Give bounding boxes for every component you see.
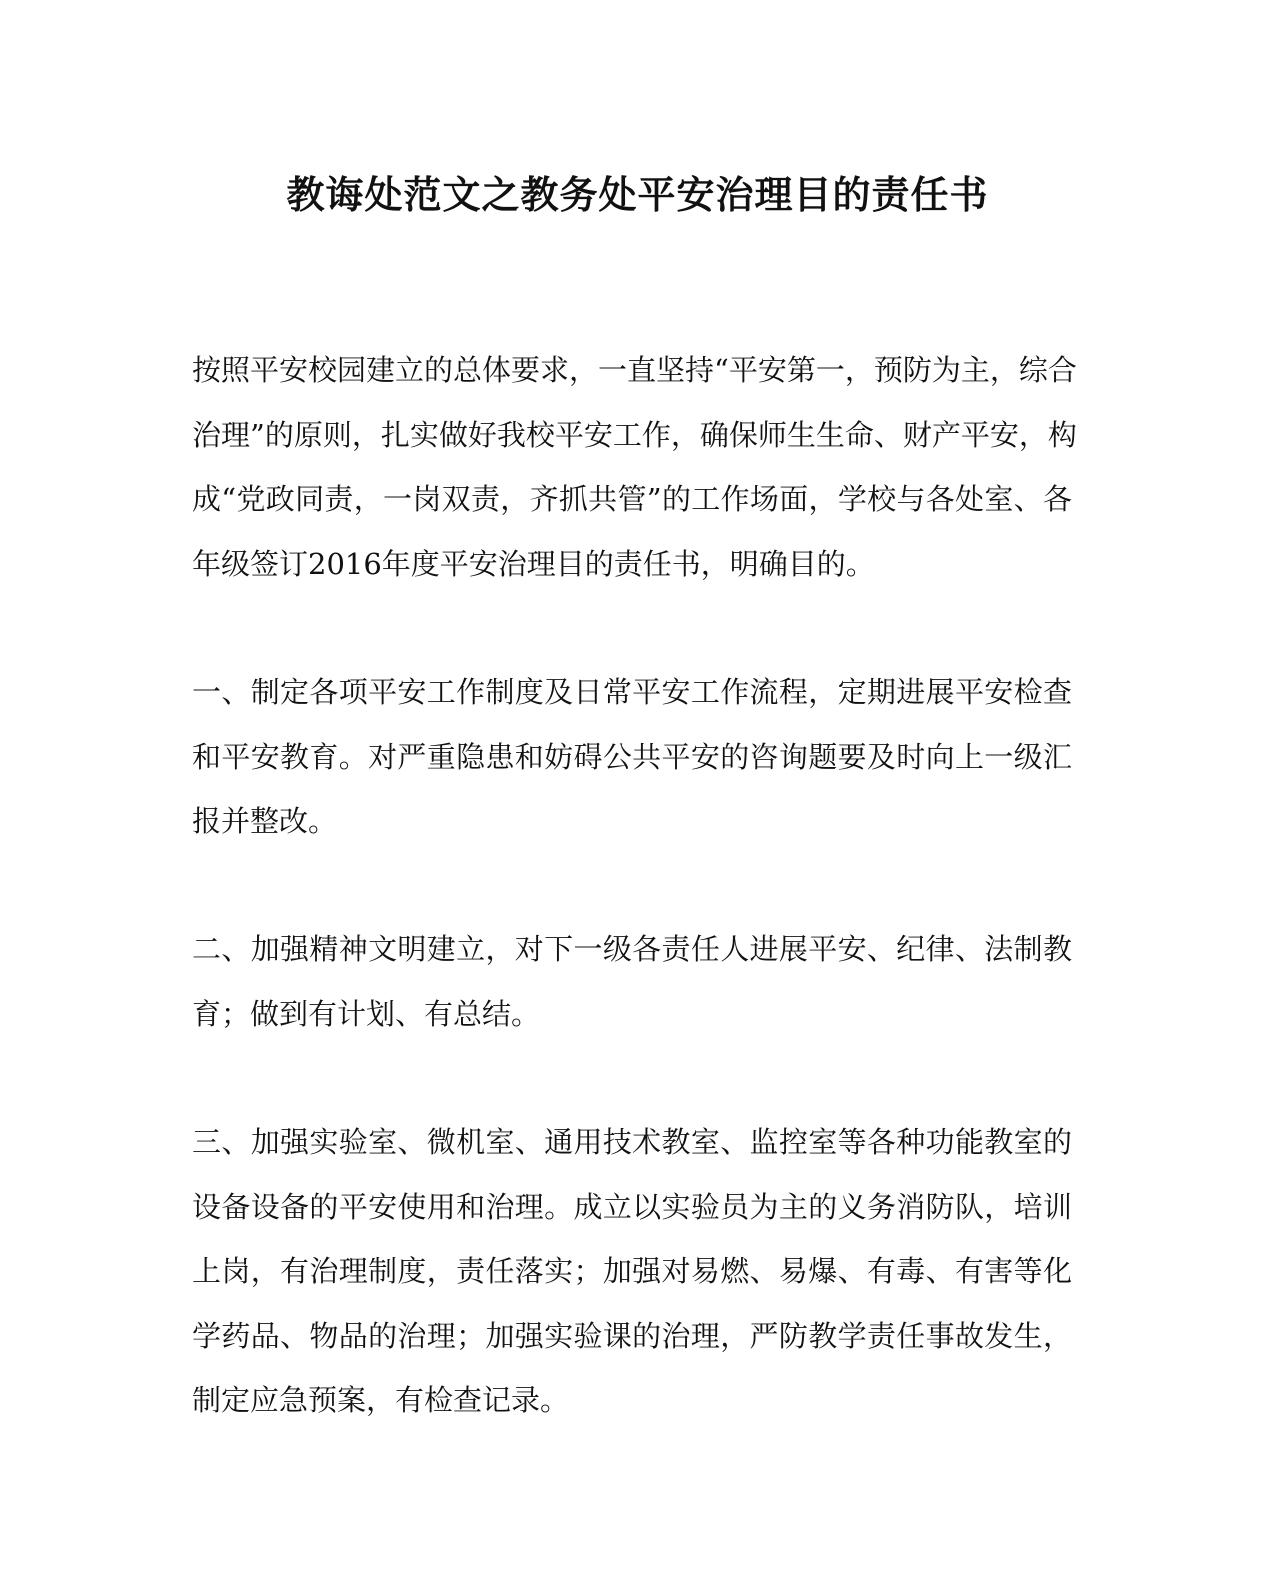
paragraph-line: 三、加强实验室、微机室、通用技术教室、监控室等各种功能教室的	[192, 1125, 1072, 1159]
paragraph-line: 报并整改。	[192, 804, 338, 838]
paragraph-line: 治理”的原则，扎实做好我校平安工作，确保师生生命、财产平安，构	[192, 417, 1077, 452]
paragraph-item-1	[192, 660, 1072, 854]
paragraph-line: 按照平安校园建立的总体要求，一直坚持“平安第一，预防为主，综合	[192, 353, 1077, 387]
paragraph-line: 和平安教育。对严重隐患和妨碍公共平安的咨询题要及时向上一级汇	[192, 739, 1072, 774]
paragraph-line: 成“党政同责，一岗双责，齐抓共管”的工作场面，学校与各处室、各	[192, 482, 1072, 516]
paragraph-line: 学药品、物品的治理；加强实验课的治理，严防教学责任事故发生，	[192, 1318, 1072, 1353]
document-title: 教诲处范文之教务处平安治理目的责任书	[286, 172, 989, 217]
paragraph-intro	[192, 338, 1077, 596]
paragraph-line: 育；做到有计划、有总结。	[192, 996, 541, 1031]
paragraph-line: 制定应急预案，有检查记录。	[192, 1383, 570, 1417]
paragraph-line: 年级签订2016年度平安治理目的责任书，明确目的。	[192, 546, 875, 581]
paragraph-item-3	[192, 1110, 1072, 1433]
paragraph-item-2	[192, 917, 1072, 1046]
paragraph-line: 二、加强精神文明建立，对下一级各责任人进展平安、纪律、法制教	[192, 932, 1072, 966]
paragraph-line: 设备设备的平安使用和治理。成立以实验员为主的义务消防队，培训	[192, 1189, 1072, 1224]
paragraph-line: 一、制定各项平安工作制度及日常平安工作流程，定期进展平安检查	[192, 675, 1072, 709]
paragraph-line: 上岗，有治理制度，责任落实；加强对易燃、易爆、有毒、有害等化	[192, 1254, 1072, 1288]
